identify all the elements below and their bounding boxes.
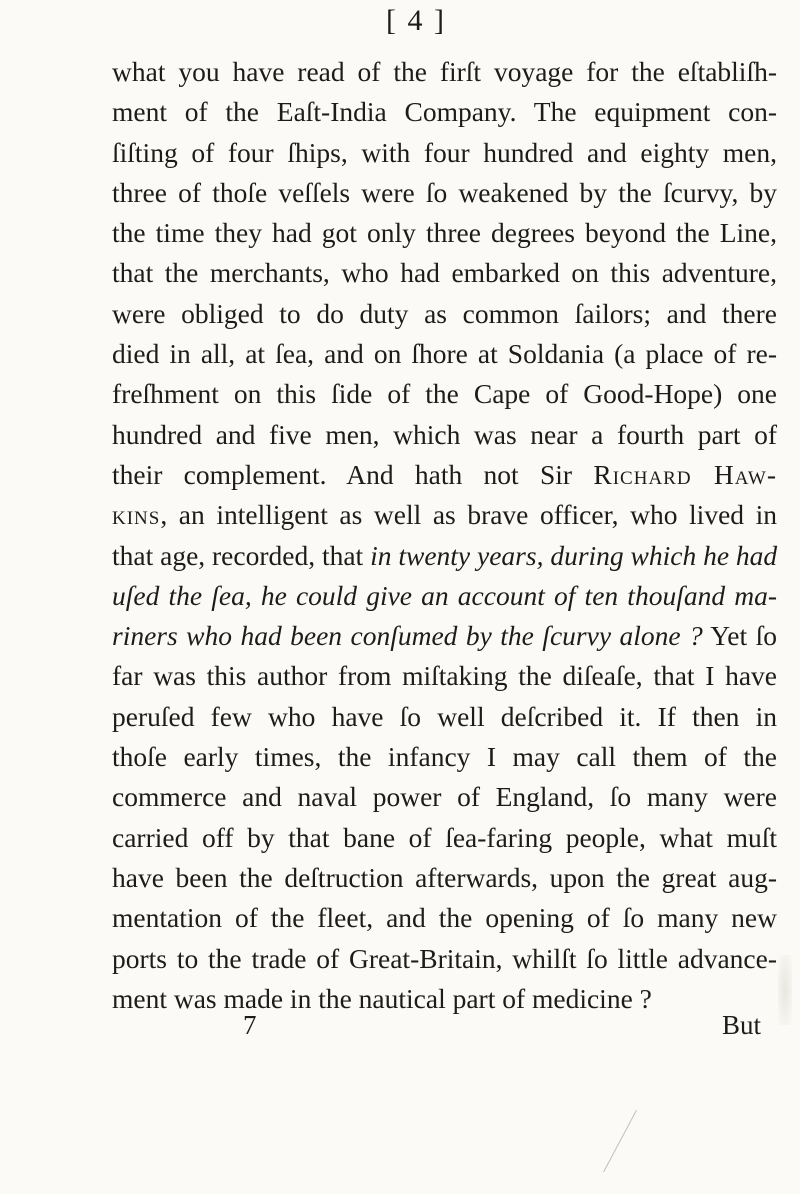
text-line: ment of the Eaſt-India Company. The equipment con- (112, 96, 777, 128)
text-line: ports to the trade of Great-Britain, whilſt ſo little advance- (112, 942, 777, 974)
text-segment: Yet ſo (702, 620, 777, 652)
text-line: died in all, at ſea, and on ſhore at Soldania (a place of re- (112, 338, 777, 370)
text-line: hundred and five men, which was near a fourth part of (112, 418, 777, 450)
text-line: have been the deſtruction afterwards, upon the great aug- (112, 861, 777, 893)
text-line: carried off by that bane of ſea-faring people, what muſt (112, 821, 777, 853)
text-line-quote-end (112, 616, 777, 656)
text-line: ſiſting of four ſhips, with four hundred and eighty men, (112, 136, 777, 168)
text-line: that the merchants, who had embarked on this adventure, (112, 257, 777, 289)
italic-quote: in twenty years, during which he had (370, 539, 778, 571)
paper-stain (778, 955, 792, 1025)
text-segment: their complement. And hath not Sir (112, 458, 573, 490)
text-segment: , an intelligent as well as brave officer, who lived in (160, 499, 777, 531)
text-line: far was this author from miſtaking the diſeaſe, that I have (112, 660, 777, 692)
italic-quote-line: uſed the ſea, he could give an account of ten thouſand ma- (112, 579, 777, 611)
text-line-with-name (112, 455, 777, 495)
paper-crease (603, 1110, 661, 1185)
catchword: But (722, 1010, 762, 1040)
person-name: Richard Haw- (593, 458, 777, 490)
text-line-last: ment was made in the nautical part of medicine ? (112, 982, 652, 1014)
text-line: the time they had got only three degrees beyond the Line, (112, 217, 777, 249)
body-text (112, 52, 777, 1019)
text-segment: that age, recorded, that (112, 539, 371, 571)
text-line-quote-start (112, 536, 777, 576)
text-line: were obliged to do duty as common ſailors; and there (112, 297, 777, 329)
page-number: [ 4 ] (386, 4, 446, 37)
text-line: freſhment on this ſide of the Cape of Good-Hope) one (112, 378, 777, 410)
page-footer (0, 1010, 800, 1050)
signature-mark: 7 (243, 1010, 257, 1040)
text-line-with-name (112, 495, 777, 535)
text-line: what you have read of the firſt voyage for the eſtabliſh- (112, 56, 777, 87)
italic-quote: riners who had been conſumed by the ſcurvy alone ? (112, 620, 703, 652)
person-name-continued: kins (112, 499, 161, 531)
text-line: three of thoſe veſſels were ſo weakened by the ſcurvy, by (112, 176, 777, 208)
text-line: peruſed few who have ſo well deſcribed it. If then in (112, 700, 777, 732)
text-line: commerce and naval power of England, ſo many were (112, 781, 777, 813)
text-line: mentation of the fleet, and the opening of ſo many new (112, 902, 777, 934)
text-line: thoſe early times, the infancy I may call them of the (112, 741, 777, 773)
